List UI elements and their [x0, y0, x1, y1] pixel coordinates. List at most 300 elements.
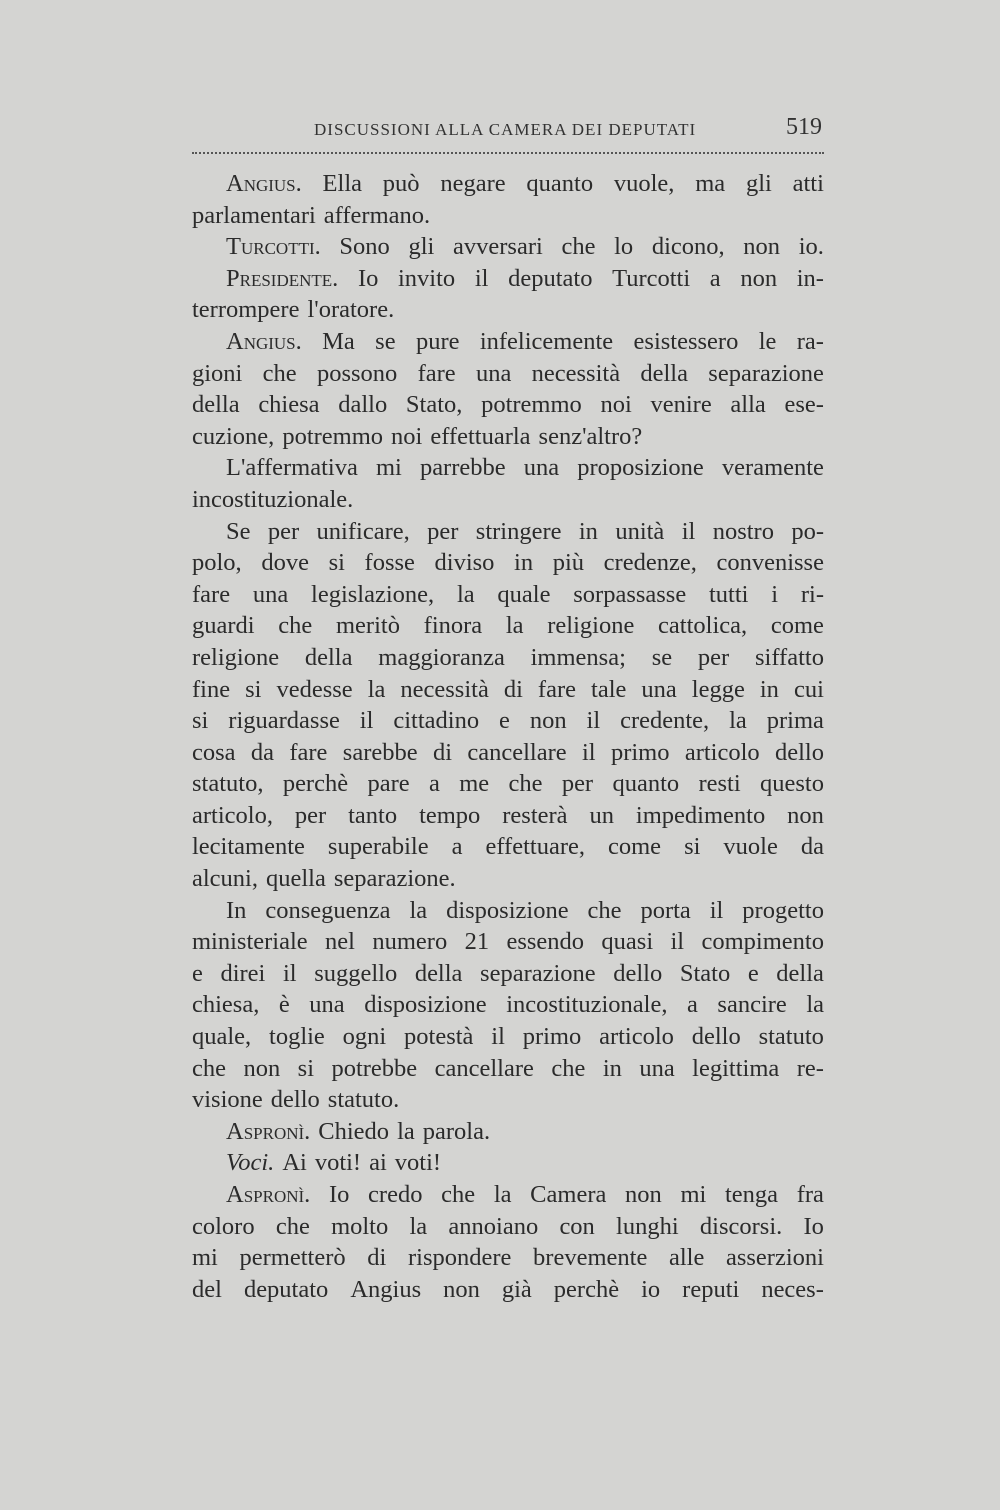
text-line [192, 737, 824, 769]
word: che [441, 1181, 476, 1208]
word: la [505, 612, 524, 640]
text-line [192, 705, 824, 737]
word: di [503, 675, 523, 703]
word: rispondere [407, 1244, 512, 1272]
word: dello [775, 738, 824, 766]
word: tanto [348, 801, 398, 829]
word: non [743, 233, 781, 261]
word: Chiedo [318, 1117, 390, 1145]
speaker-name: Aspronì. [226, 1117, 311, 1145]
word: parlamentari [192, 201, 316, 229]
word: noi [391, 422, 423, 450]
page-number: 519 [786, 114, 822, 140]
word: del [192, 1275, 222, 1303]
word: in [578, 517, 598, 545]
word: cui [793, 675, 824, 703]
text-line [192, 1021, 824, 1053]
word: che [561, 233, 596, 261]
text-line [192, 547, 824, 579]
text-line [192, 642, 824, 674]
word: io [641, 1275, 661, 1303]
word: religione [547, 612, 635, 640]
word: meritò [336, 612, 400, 640]
text-line [192, 800, 824, 832]
word: una [639, 1054, 675, 1082]
body-text [192, 168, 824, 1305]
word: separazione [480, 959, 596, 987]
word: negare [440, 170, 506, 197]
word: di [432, 738, 453, 766]
word: parola. [422, 1117, 491, 1145]
word: si [192, 707, 209, 735]
word: numero [372, 928, 448, 956]
word: invito [398, 264, 456, 292]
word: terrompere [192, 296, 300, 324]
text-line [192, 294, 824, 326]
word: da [800, 833, 824, 861]
word: In [226, 896, 247, 924]
word: resterà [502, 801, 568, 829]
word: Ella [322, 170, 363, 197]
word: non [625, 1181, 662, 1208]
text-line [192, 421, 824, 453]
word: parrebbe [419, 454, 506, 482]
text-line [192, 768, 824, 800]
word: la [397, 1117, 415, 1145]
word: ogni [342, 1023, 387, 1051]
word: della [304, 643, 353, 671]
word: riguardasse [228, 707, 340, 735]
text-line [192, 1179, 824, 1211]
word: Angius [350, 1275, 422, 1303]
word: primo [522, 1023, 582, 1051]
word: a [451, 833, 463, 861]
word: può [382, 170, 420, 197]
word: voti! [394, 1149, 442, 1177]
word: fare [289, 738, 328, 766]
word: se [375, 327, 396, 355]
word: Ma [322, 327, 355, 355]
text-line [192, 989, 824, 1021]
word: lecitamente [192, 833, 305, 861]
word: progetto [742, 896, 824, 924]
word: resti [698, 770, 741, 798]
word: tenga [725, 1181, 779, 1208]
word: fare [537, 675, 576, 703]
word: articolo, [192, 801, 273, 829]
word: fosse [364, 549, 415, 577]
word: il [581, 738, 596, 766]
speaker-name: Angius. [226, 327, 302, 355]
word: coloro [192, 1212, 255, 1240]
word: cancellare [467, 738, 567, 766]
word: vuole, [613, 170, 675, 197]
word: sarebbe [342, 738, 418, 766]
text-line [192, 231, 824, 263]
word: finora [423, 612, 483, 640]
word: proposizione [577, 454, 704, 482]
text-line [192, 926, 824, 958]
word: è [278, 991, 290, 1019]
word: fine [192, 675, 231, 703]
word: separazione [708, 359, 824, 387]
text-line [192, 674, 824, 706]
word: con [559, 1212, 595, 1240]
word: la [409, 896, 428, 924]
text-line [192, 579, 824, 611]
word: fare [192, 580, 231, 608]
word: se [651, 643, 673, 671]
word: deputato [243, 1275, 329, 1303]
word: cosa [192, 738, 236, 766]
word: cancellare [434, 1054, 534, 1082]
word: dove [261, 549, 309, 577]
word: chiesa [258, 391, 320, 419]
text-line [192, 1053, 824, 1085]
text-line [192, 895, 824, 927]
word: vuole [723, 833, 778, 861]
speaker-name: Turcotti. [226, 233, 321, 261]
word: credo [368, 1181, 423, 1208]
word: noi [600, 391, 632, 419]
text-line [192, 610, 824, 642]
word: re- [796, 1054, 824, 1082]
word: il [359, 707, 374, 735]
word: atti [792, 170, 824, 197]
word: si [245, 675, 262, 703]
word: convenisse [716, 549, 824, 577]
word: in [514, 549, 534, 577]
word: impedimento [635, 801, 766, 829]
word: effettuare, [485, 833, 585, 861]
word: articolo [684, 738, 760, 766]
word: in [759, 675, 779, 703]
word: reputi [682, 1275, 740, 1303]
word: me [459, 770, 490, 798]
word: separazione. [333, 865, 456, 893]
word: quanto [526, 170, 594, 197]
running-head: DISCUSSIONI ALLA CAMERA DEI DEPUTATI [314, 120, 697, 139]
word: gioni [192, 359, 243, 387]
word: per [294, 801, 327, 829]
word: ma [695, 170, 726, 197]
word: Io [328, 1181, 350, 1208]
word: gli [408, 233, 435, 261]
word: sorpassasse [573, 580, 687, 608]
word: necessità [400, 675, 489, 703]
word: a [709, 264, 721, 292]
word: la [409, 1212, 428, 1240]
word: ra- [796, 327, 824, 355]
word: fare [417, 359, 456, 387]
word: credente, [620, 707, 710, 735]
word: pare [367, 770, 410, 798]
header-rule [192, 152, 824, 154]
word: dello [270, 1086, 320, 1114]
word: una [641, 675, 677, 703]
word: mi [192, 1244, 218, 1272]
text-line [192, 516, 824, 548]
word: nostro [712, 517, 774, 545]
word: statuto, [192, 770, 264, 798]
text-line [192, 484, 824, 516]
word: della [192, 391, 240, 419]
word: possono [316, 359, 398, 387]
word: il [282, 959, 297, 987]
word: direi [220, 959, 266, 987]
word: una [252, 580, 289, 608]
word: Ai [282, 1149, 307, 1177]
word: disposizione [364, 991, 487, 1019]
word: il [474, 264, 489, 292]
word: effettuarla [430, 422, 531, 450]
word: porta [640, 896, 691, 924]
word: le [758, 327, 777, 355]
word: legge [691, 675, 745, 703]
word: per [561, 770, 594, 798]
word: dello [691, 1023, 741, 1051]
word: potestà [404, 1023, 474, 1051]
word: come [608, 833, 662, 861]
text-line [192, 326, 824, 358]
word: della [776, 959, 824, 987]
word: l'oratore. [307, 296, 395, 324]
word: perchè [282, 770, 349, 798]
word: legislazione, [311, 580, 435, 608]
word: lo [614, 233, 634, 261]
word: voti! [314, 1149, 362, 1177]
word: diviso [434, 549, 495, 577]
word: potrebbe [331, 1054, 418, 1082]
word: che [508, 770, 543, 798]
word: immensa; [530, 643, 626, 671]
word: ministeriale [192, 928, 308, 956]
word: suggello [314, 959, 398, 987]
word: per [697, 643, 730, 671]
word: religione [192, 643, 280, 671]
word: dallo [338, 391, 388, 419]
word: non [243, 1054, 281, 1082]
word: mi [375, 454, 402, 482]
word: toglie [269, 1023, 325, 1051]
word: annoiano [448, 1212, 539, 1240]
word: più [552, 549, 585, 577]
word: discorsi. [699, 1212, 783, 1240]
word: da [250, 738, 275, 766]
word: la [729, 707, 747, 735]
text-line [192, 1084, 824, 1116]
word: unità [615, 517, 665, 545]
word: Io [357, 264, 379, 292]
word: incostituzionale, [506, 991, 668, 1019]
word: conseguenza [265, 896, 391, 924]
word: per [427, 517, 459, 545]
speaker-name: Presidente. [226, 264, 339, 292]
word: e [499, 707, 510, 735]
word: gli [745, 170, 772, 197]
word: quasi [601, 928, 654, 956]
word: a [687, 991, 698, 1019]
word: che [275, 1212, 310, 1240]
word: che [587, 896, 622, 924]
word: statuto [758, 1023, 824, 1051]
word: non [443, 1275, 480, 1303]
word: asserzioni [725, 1244, 824, 1272]
text-line [192, 200, 824, 232]
word: po- [791, 517, 824, 545]
word: sancire [717, 991, 787, 1019]
word: avversari [453, 233, 543, 261]
text-line [192, 389, 824, 421]
word: Sono [339, 233, 390, 261]
word: quale, [192, 1023, 252, 1051]
word: articolo [599, 1023, 674, 1051]
word: compimento [701, 928, 824, 956]
word: Io [803, 1212, 824, 1240]
text-line [192, 263, 824, 295]
word: della [640, 359, 688, 387]
word: la [493, 1181, 512, 1208]
word: il [491, 1023, 505, 1051]
word: non [740, 264, 778, 292]
word: deputato [508, 264, 593, 292]
word: alla [730, 391, 766, 419]
word: esistessero [633, 327, 739, 355]
word: questo [760, 770, 824, 798]
word: unificare, [316, 517, 410, 545]
word: che [278, 612, 313, 640]
word: veramente [721, 454, 824, 482]
word: mi [680, 1181, 707, 1208]
word: a [428, 770, 440, 798]
word: neces- [761, 1275, 824, 1303]
word: incostituzionale. [192, 485, 354, 513]
word: io. [798, 233, 824, 261]
word: visione [192, 1086, 263, 1114]
word: L'affermativa [226, 454, 358, 482]
text-line [192, 1116, 824, 1148]
word: stringere [475, 517, 562, 545]
word: brevemente [533, 1244, 648, 1272]
word: il [670, 928, 685, 956]
word: guardi [192, 612, 255, 640]
word: della [414, 959, 463, 987]
word: si [684, 833, 701, 861]
word: senz'altro? [538, 422, 643, 450]
word: 21 [464, 928, 490, 956]
word: alle [668, 1244, 705, 1272]
word: quale [497, 580, 551, 608]
text-line [192, 1242, 824, 1274]
word: prima [766, 707, 824, 735]
word: alcuni, [192, 865, 258, 893]
text-line [192, 1147, 824, 1179]
word: il [709, 896, 724, 924]
word: pure [415, 327, 460, 355]
word: non [787, 801, 824, 829]
word: fra [796, 1181, 824, 1208]
word: in [602, 1054, 622, 1082]
word: Camera [530, 1181, 607, 1208]
word: tale [591, 675, 627, 703]
word: potremmo [282, 422, 384, 450]
text-line [192, 452, 824, 484]
word: si [328, 549, 345, 577]
word: Stato, [405, 391, 463, 419]
word: una [475, 359, 512, 387]
word: come [770, 612, 824, 640]
word: statuto. [327, 1086, 400, 1114]
word: cuzione, [192, 422, 275, 450]
word: vedesse [276, 675, 353, 703]
word: dello [613, 959, 663, 987]
word: in- [796, 264, 824, 292]
word: superabile [327, 833, 429, 861]
word: potremmo [481, 391, 582, 419]
word: una [523, 454, 560, 482]
text-line [192, 168, 824, 200]
word: che [262, 359, 297, 387]
word: Stato [679, 959, 731, 987]
word: lunghi [616, 1212, 679, 1240]
word: siffatto [755, 643, 824, 671]
word: quella [266, 865, 326, 893]
word: i [771, 580, 779, 608]
word: chiesa, [192, 991, 260, 1019]
word: per [267, 517, 300, 545]
word: il [586, 707, 601, 735]
word: la [806, 991, 824, 1019]
word: molto [331, 1212, 389, 1240]
text-line [192, 958, 824, 990]
word: perchè [553, 1275, 620, 1303]
text-line [192, 1211, 824, 1243]
word: tutti [709, 580, 749, 608]
word: venire [650, 391, 712, 419]
speaker-name: Voci. [226, 1149, 275, 1177]
word: la [456, 580, 475, 608]
word: primo [610, 738, 670, 766]
word: credenze, [603, 549, 697, 577]
speaker-name: Aspronì. [226, 1181, 311, 1208]
word: infelicemente [479, 327, 614, 355]
text-line [192, 1274, 824, 1306]
word: ai [369, 1149, 387, 1177]
text-line [192, 863, 824, 895]
word: permetterò [239, 1244, 346, 1272]
word: essendo [506, 928, 585, 956]
word: che [551, 1054, 586, 1082]
page-header [192, 116, 824, 146]
word: cattolica, [658, 612, 748, 640]
word: non [529, 707, 567, 735]
word: Se [226, 517, 251, 545]
text-line [192, 358, 824, 390]
word: si [297, 1054, 314, 1082]
text-line [192, 831, 824, 863]
word: e [192, 959, 203, 987]
speaker-name: Angius. [226, 170, 302, 197]
word: tempo [419, 801, 481, 829]
word: quanto [612, 770, 680, 798]
word: nel [325, 928, 355, 956]
word: Turcotti [612, 264, 691, 292]
word: cittadino [393, 707, 480, 735]
word: già [501, 1275, 532, 1303]
word: ri- [800, 580, 824, 608]
word: necessità [531, 359, 621, 387]
word: una [309, 991, 345, 1019]
